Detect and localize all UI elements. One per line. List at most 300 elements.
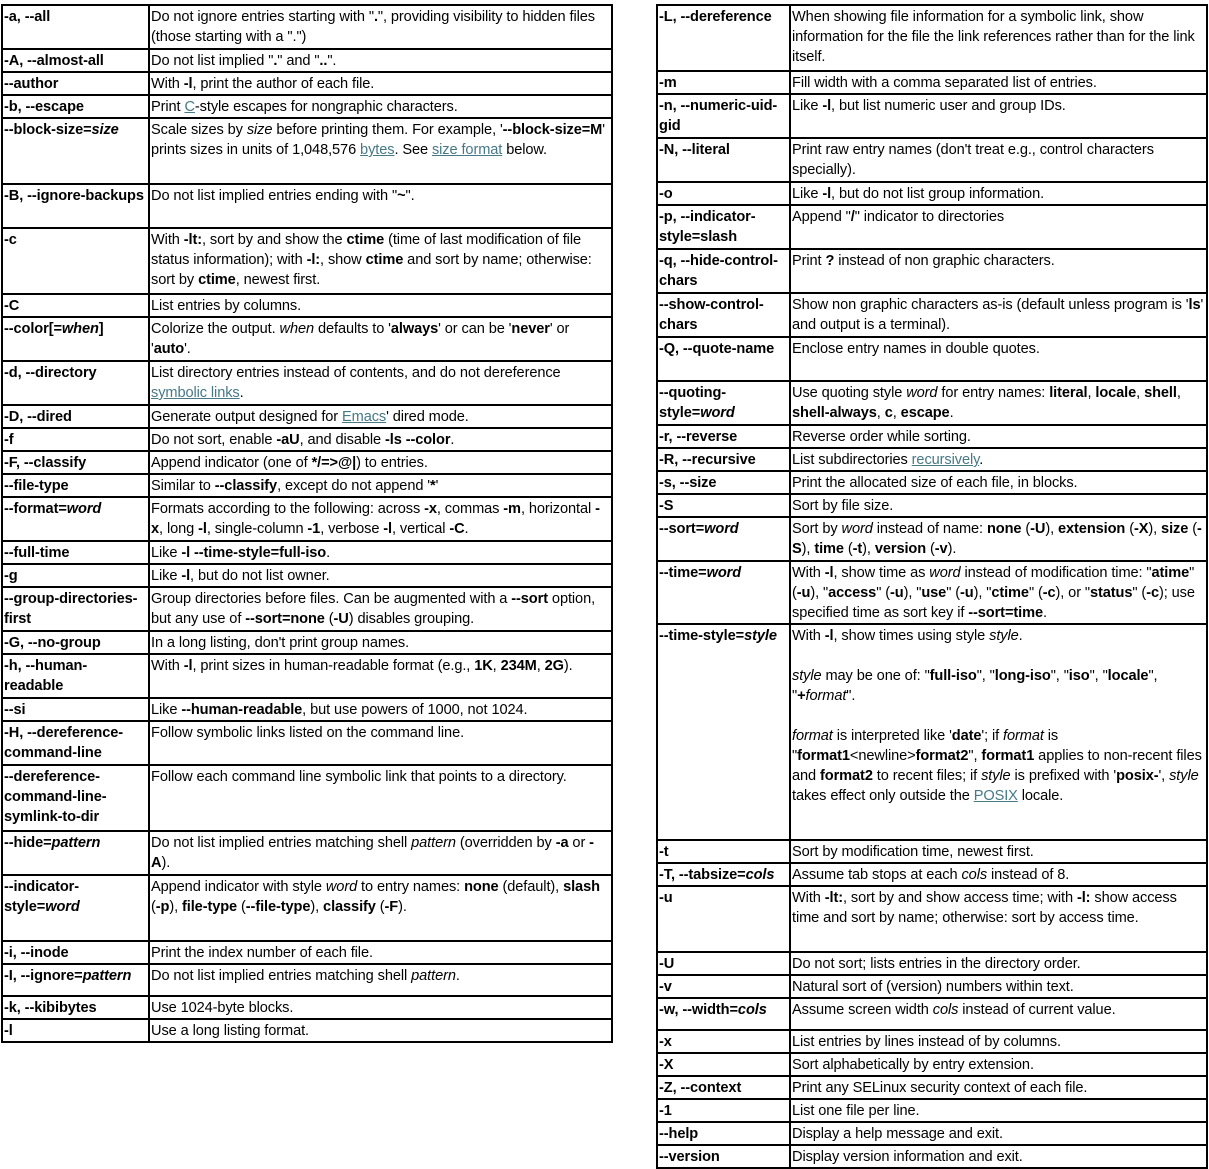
text-segment: With [792, 565, 825, 581]
option-flag [2, 451, 149, 474]
text-segment: style [981, 768, 1011, 784]
option-flag [657, 138, 790, 182]
option-row [2, 118, 612, 184]
text-segment: ctime [365, 252, 404, 268]
text-segment: --help [659, 1126, 699, 1142]
text-segment: ), [310, 899, 324, 915]
option-flag [657, 561, 790, 624]
option-description [149, 964, 612, 996]
text-segment: -o [659, 186, 673, 202]
text-segment: -k, --kibibytes [4, 1000, 97, 1016]
text-segment: -S [659, 498, 674, 514]
text-segment: -F, --classify [4, 455, 87, 471]
text-segment: applies to non-recent files and [792, 748, 1202, 784]
text-segment: -X [1133, 521, 1149, 537]
text-segment: -l [183, 76, 193, 92]
reference-link[interactable]: size format [431, 142, 503, 158]
text-segment: When showing file information for a symbolic link, show information for the file the link references rather than for the link itself. [792, 9, 1195, 65]
option-flag [657, 624, 790, 840]
option-flag [2, 361, 149, 405]
text-segment: 1K [474, 658, 493, 674]
text-segment: format1 [797, 748, 850, 764]
text-segment: --author [4, 76, 59, 92]
option-flag [2, 875, 149, 941]
text-segment: " ( [1028, 585, 1043, 601]
text-segment: . [326, 545, 331, 561]
text-segment: literal [1049, 385, 1088, 401]
text-segment: Similar to [151, 478, 215, 494]
reference-link[interactable]: Emacs [342, 409, 387, 425]
text-segment: -c [1146, 585, 1159, 601]
text-segment: Do not ignore entries starting with " [151, 9, 374, 25]
text-segment: -w, --width= [659, 1002, 738, 1018]
text-segment: ); use specified time as sort key if [792, 585, 1195, 621]
text-segment: Like [151, 545, 182, 561]
option-row [2, 941, 612, 964]
option-description [790, 998, 1207, 1030]
text-segment: ". [405, 188, 415, 204]
option-description [149, 541, 612, 564]
reference-link[interactable]: C [184, 99, 195, 115]
text-segment: -H, --dereference-command-line [4, 725, 124, 761]
text-segment: List entries by columns. [151, 298, 302, 314]
text-segment: none [464, 879, 499, 895]
text-segment: -l [824, 565, 834, 581]
text-segment: Print any SELinux security context of each file. [792, 1080, 1088, 1096]
text-segment: locale [1095, 385, 1137, 401]
options-table-body [2, 5, 612, 1042]
text-segment: ( [324, 611, 334, 627]
text-segment: -c [4, 232, 17, 248]
option-row [657, 94, 1207, 138]
text-segment: -R, --recursive [659, 452, 756, 468]
text-segment: , sort by and show access time; with [842, 890, 1077, 906]
text-segment: ' and output is a terminal). [792, 297, 1204, 333]
option-flag [657, 1145, 790, 1168]
text-segment: -L, --dereference [659, 9, 772, 25]
text-segment: (default), [498, 879, 564, 895]
text-segment: -A [151, 835, 594, 871]
option-flag [657, 337, 790, 381]
option-row [2, 184, 612, 228]
option-row [657, 624, 1207, 840]
option-description [790, 1122, 1207, 1145]
reference-link[interactable]: bytes [360, 142, 395, 158]
text-segment: -N, --literal [659, 142, 730, 158]
text-segment: Reverse order while sorting. [792, 429, 971, 445]
text-segment: --time= [659, 565, 707, 581]
text-segment: posix- [1116, 768, 1159, 784]
text-segment: shell [1144, 385, 1177, 401]
option-flag [2, 831, 149, 875]
option-flag [2, 95, 149, 118]
option-description [149, 631, 612, 654]
text-segment: -A, --almost-all [4, 53, 104, 69]
option-description [790, 138, 1207, 182]
text-segment: List one file per line. [792, 1103, 920, 1119]
text-segment: ), or " [1055, 585, 1090, 601]
text-segment: -U [659, 956, 675, 972]
text-segment: . See [394, 142, 432, 158]
option-row [657, 952, 1207, 975]
text-segment: , long [159, 521, 199, 537]
text-segment: */=>@| [311, 455, 357, 471]
option-row [657, 1145, 1207, 1168]
option-row [2, 1019, 612, 1042]
option-description [149, 941, 612, 964]
text-segment: --classify [214, 478, 278, 494]
text-segment: , [1136, 385, 1145, 401]
text-segment: ' or ' [151, 321, 570, 357]
text-segment: and sort by name; otherwise: sort by [151, 252, 592, 288]
text-segment: word [704, 521, 739, 537]
text-segment: pattern [82, 968, 132, 984]
option-row [2, 361, 612, 405]
text-segment: -x [424, 501, 437, 517]
text-segment: -t [659, 844, 669, 860]
text-segment: classify [323, 899, 376, 915]
text-segment: ', [1158, 768, 1170, 784]
option-flag [657, 205, 790, 249]
text-segment: -1 [659, 1103, 672, 1119]
option-flag [657, 1076, 790, 1099]
text-segment: format1 [981, 748, 1035, 764]
option-flag [657, 448, 790, 471]
text-segment: extension [1058, 521, 1126, 537]
option-row [657, 448, 1207, 471]
option-row [657, 840, 1207, 863]
text-segment: cols [737, 1002, 767, 1018]
option-row [2, 698, 612, 721]
option-flag [2, 228, 149, 294]
text-segment: -n, --numeric-uid-gid [659, 98, 778, 134]
text-segment: Display a help message and exit. [792, 1126, 1003, 1142]
text-segment: none [986, 521, 1022, 537]
text-segment: -C [4, 298, 20, 314]
option-row [657, 998, 1207, 1030]
option-row [2, 654, 612, 698]
option-row [657, 1053, 1207, 1076]
option-description [790, 886, 1207, 952]
text-segment: . [979, 452, 984, 468]
option-description [790, 1030, 1207, 1053]
option-row [2, 831, 612, 875]
option-flag [657, 94, 790, 138]
text-segment: " ( [876, 585, 890, 601]
text-segment: List subdirectories [792, 452, 912, 468]
text-segment: (overridden by [455, 835, 556, 851]
option-row [657, 205, 1207, 249]
option-flag [657, 1122, 790, 1145]
text-segment: format [1003, 728, 1044, 744]
text-segment: always [390, 321, 439, 337]
option-flag [657, 863, 790, 886]
option-description [149, 587, 612, 631]
option-flag [2, 72, 149, 95]
option-flag [2, 587, 149, 631]
option-flag [2, 118, 149, 184]
text-segment: , print the author of each file. [192, 76, 375, 92]
option-description [790, 71, 1207, 94]
text-segment: pattern [411, 968, 456, 984]
option-description [790, 517, 1207, 561]
text-segment: -T, --tabsize= [659, 867, 746, 883]
text-segment: ( [843, 541, 853, 557]
text-segment: Print [792, 253, 826, 269]
text-segment: " and " [277, 53, 320, 69]
option-flag [657, 840, 790, 863]
text-segment: word [706, 565, 742, 581]
text-segment: , [1176, 385, 1181, 401]
option-flag [2, 631, 149, 654]
option-row [657, 886, 1207, 952]
text-segment: ctime [991, 585, 1029, 601]
text-segment: ". [327, 53, 337, 69]
text-segment: -p [155, 899, 170, 915]
option-flag [657, 293, 790, 337]
option-flag [2, 294, 149, 317]
option-description [149, 184, 612, 228]
reference-link[interactable]: recursively [911, 452, 980, 468]
text-segment: --file-type [4, 478, 69, 494]
text-segment: date [951, 728, 982, 744]
option-description [149, 5, 612, 49]
option-description [149, 875, 612, 941]
text-segment: is interpreted like ' [832, 728, 952, 744]
option-flag [657, 249, 790, 293]
text-segment: -B, --ignore-backups [4, 188, 144, 204]
option-flag [2, 428, 149, 451]
option-description [149, 118, 612, 184]
text-segment: -x [151, 501, 600, 537]
text-segment: pattern [411, 835, 456, 851]
option-row [2, 428, 612, 451]
option-flag [2, 654, 149, 698]
text-segment: --si [4, 702, 26, 718]
option-row [657, 471, 1207, 494]
option-flag [2, 996, 149, 1019]
text-segment: ). [161, 855, 171, 871]
text-segment: ), [801, 541, 815, 557]
text-segment: -C [449, 521, 465, 537]
text-segment: Sort by file size. [792, 498, 894, 514]
text-segment: long-iso [994, 668, 1051, 684]
text-segment: , single-column [206, 521, 308, 537]
text-segment: With [151, 658, 184, 674]
option-flag [657, 886, 790, 952]
text-segment: --sort=none [245, 611, 325, 627]
text-segment: -u [890, 585, 904, 601]
text-segment: ", [968, 748, 982, 764]
text-segment: --time-style= [659, 628, 745, 644]
option-description [790, 381, 1207, 425]
text-segment: --format= [4, 501, 67, 517]
text-segment: -l [4, 1023, 13, 1039]
text-segment: Colorize the output. [151, 321, 280, 337]
option-row [657, 5, 1207, 71]
text-segment: status [1090, 585, 1133, 601]
text-segment: Append indicator (one of [151, 455, 312, 471]
text-segment: -p, --indicator-style=slash [659, 209, 756, 245]
text-segment: Assume screen width [792, 1002, 933, 1018]
text-segment: , [1087, 385, 1096, 401]
text-segment: iso [1068, 668, 1090, 684]
option-row [2, 587, 612, 631]
text-segment: ( [926, 541, 935, 557]
reference-link[interactable]: POSIX [973, 788, 1018, 804]
text-segment: may be one of: " [821, 668, 930, 684]
text-segment: ' or can be ' [438, 321, 512, 337]
text-segment: -Q, --quote-name [659, 341, 775, 357]
text-segment: --show-control-chars [659, 297, 764, 333]
text-segment: Generate output designed for [151, 409, 343, 425]
text-segment: -1 [307, 521, 321, 537]
text-segment: .. [319, 53, 328, 69]
option-description [149, 996, 612, 1019]
text-segment: Print the index number of each file. [151, 945, 373, 961]
text-segment: -l [183, 658, 193, 674]
option-row [2, 497, 612, 541]
text-segment: " indicator to directories [854, 209, 1005, 225]
text-segment: -s, --size [659, 475, 717, 491]
text-segment: ", " [976, 668, 995, 684]
text-segment: , show time as [833, 565, 930, 581]
text-segment: --quoting-style= [659, 385, 727, 421]
text-segment: ( [151, 899, 156, 915]
text-segment: ", providing visibility to hidden files (those starting with a ".") [151, 9, 595, 45]
option-description [149, 451, 612, 474]
option-description [790, 840, 1207, 863]
text-segment: Use 1024-byte blocks. [151, 1000, 294, 1016]
text-segment: ), [169, 899, 183, 915]
text-segment: . [373, 9, 378, 25]
text-segment: -l --time-style=full-iso [181, 545, 327, 561]
text-segment: cols [745, 867, 775, 883]
text-segment: With [792, 628, 825, 644]
text-segment: -D, --dired [4, 409, 72, 425]
option-row [657, 182, 1207, 205]
text-segment: -b, --escape [4, 99, 84, 115]
text-segment: List entries by lines instead of by columns. [792, 1034, 1061, 1050]
text-segment: ( [1125, 521, 1134, 537]
text-segment: use [921, 585, 947, 601]
text-segment: ( [1188, 521, 1197, 537]
text-segment: -l: [1076, 890, 1091, 906]
text-segment: -c [1042, 585, 1056, 601]
text-segment: ). [563, 658, 573, 674]
text-segment: 2G [544, 658, 564, 674]
text-segment: ), [1045, 521, 1059, 537]
text-segment: instead of current value. [958, 1002, 1116, 1018]
text-segment: access [828, 585, 877, 601]
option-row [657, 337, 1207, 381]
option-row [657, 293, 1207, 337]
option-flag [2, 941, 149, 964]
option-description [790, 952, 1207, 975]
text-segment: Do not sort; lists entries in the directory order. [792, 956, 1081, 972]
text-segment: , vertical [392, 521, 450, 537]
text-segment: , but use powers of 1000, not 1024. [302, 702, 528, 718]
text-segment: ' dired mode. [386, 409, 469, 425]
option-description [149, 405, 612, 428]
text-segment: size [246, 122, 273, 138]
text-segment: 234M [500, 658, 537, 674]
text-segment: / [850, 209, 855, 225]
option-description [149, 698, 612, 721]
option-flag [2, 5, 149, 49]
option-flag [657, 71, 790, 94]
text-segment: -lt: [183, 232, 202, 248]
option-row [2, 49, 612, 72]
option-description [790, 293, 1207, 337]
text-segment: size [1161, 521, 1189, 537]
text-segment: With [151, 76, 184, 92]
text-segment: ( [375, 899, 385, 915]
option-description [149, 831, 612, 875]
text-segment: word [906, 385, 938, 401]
text-segment: , and disable [299, 432, 386, 448]
text-segment: -l [383, 521, 393, 537]
text-segment: ), " [973, 585, 992, 601]
text-segment: Print raw entry names (don't treat e.g., control characters specially). [792, 142, 1154, 178]
option-description [149, 564, 612, 587]
text-segment: , show times using style [833, 628, 990, 644]
option-flag [2, 541, 149, 564]
option-description [790, 1076, 1207, 1099]
option-row [2, 721, 612, 765]
option-flag [657, 1030, 790, 1053]
text-segment: Like [151, 568, 182, 584]
option-row [657, 494, 1207, 517]
text-segment: , except do not append ' [277, 478, 430, 494]
text-segment: , [16, 9, 25, 25]
text-segment: is " [792, 728, 1059, 764]
option-description [790, 561, 1207, 624]
option-flag [657, 5, 790, 71]
option-row [2, 72, 612, 95]
text-segment: ? [825, 253, 835, 269]
option-description [790, 337, 1207, 381]
text-segment: size [91, 122, 119, 138]
options-table-body [657, 5, 1207, 1168]
text-segment: , [876, 405, 885, 421]
text-segment: Do not list implied entries matching shell [151, 835, 412, 851]
text-segment: time [814, 541, 844, 557]
text-segment: . [464, 521, 469, 537]
option-description [790, 863, 1207, 886]
reference-link[interactable]: symbolic links [151, 385, 240, 401]
text-segment: ) to entries. [356, 455, 428, 471]
text-segment: , but do not list group information. [831, 186, 1045, 202]
text-segment: " ( [1132, 585, 1147, 601]
option-flag [2, 49, 149, 72]
option-row [2, 541, 612, 564]
text-segment: Append indicator with style [151, 879, 326, 895]
option-row [2, 228, 612, 294]
text-segment: . [949, 405, 954, 421]
options-table-left [1, 4, 613, 1043]
option-description [790, 425, 1207, 448]
option-flag [2, 698, 149, 721]
option-flag [657, 425, 790, 448]
text-segment: * [430, 478, 436, 494]
text-segment: -v [934, 541, 948, 557]
text-segment: , horizontal [520, 501, 596, 517]
text-segment: Print [151, 99, 185, 115]
text-segment: Group directories before files. Can be augmented with a [151, 591, 512, 607]
text-segment: , verbose [320, 521, 384, 537]
option-row [2, 564, 612, 587]
